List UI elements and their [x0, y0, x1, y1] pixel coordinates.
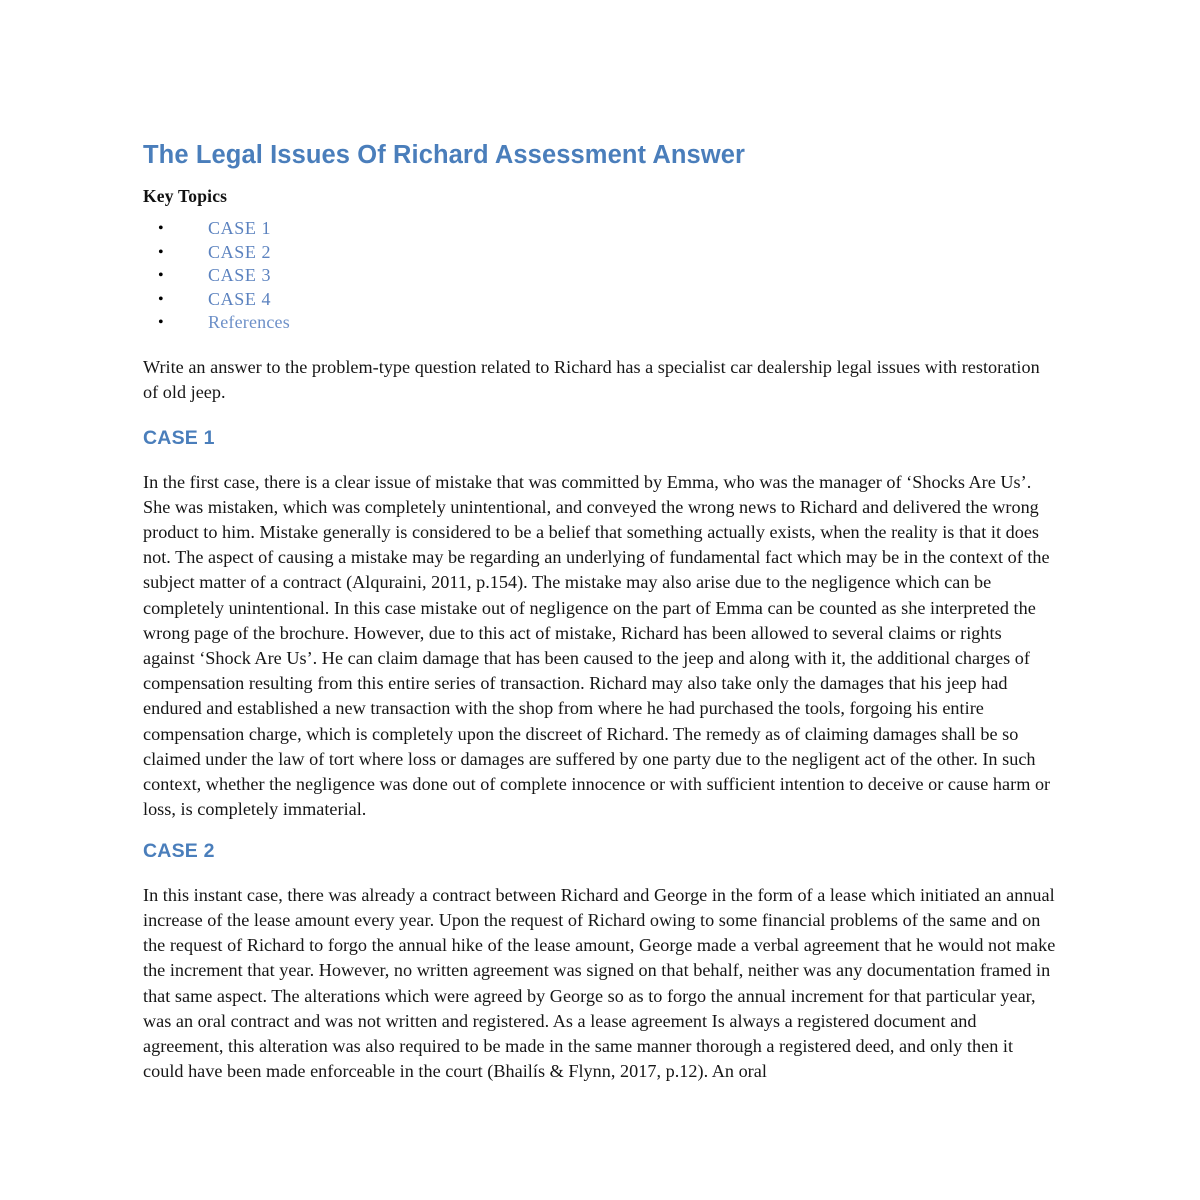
- list-item[interactable]: [143, 217, 1056, 241]
- key-topics-label: Key Topics: [143, 186, 228, 207]
- list-item[interactable]: [143, 241, 1056, 265]
- toc-link-case-1[interactable]: CASE 1: [208, 218, 272, 239]
- bullet-icon: •: [158, 220, 164, 238]
- list-item[interactable]: [143, 288, 1056, 312]
- document-content: [143, 141, 1056, 1102]
- list-item[interactable]: [143, 311, 1056, 335]
- bullet-icon: •: [158, 290, 164, 308]
- toc-link-references[interactable]: References: [208, 312, 290, 333]
- key-topics-list: [143, 217, 1056, 335]
- page-title: The Legal Issues Of Richard Assessment Answer: [143, 141, 746, 169]
- section-heading-case-1: CASE 1: [143, 427, 215, 450]
- bullet-icon: •: [158, 267, 164, 285]
- section-case-2: [143, 840, 1056, 1084]
- section-paragraph-case-2: In this instant case, there was already a contract between Richard and George in the form of a lease which initiated an annual increase of the lease amount every year. Upon the request of Richard owing to some financial problems of the same and on the request of Richard to forgo the annual hike of the lease amount, George made a verbal agreement that he would not make the increment that year. However, no written agreement was signed on that behalf, neither was any documentation framed in that same aspect. The alterations which were agreed by George so as to forgo the annual increment for that particular year, was an oral contract and was not written and registered. As a lease agreement Is always a registered document and agreement, this alteration was also required to be made in the same manner thorough a registered deed, and only then it could have been made enforceable in the court (Bhailís & Flynn, 2017, p.12). An oral: [143, 884, 1056, 1082]
- toc-link-case-4[interactable]: CASE 4: [208, 288, 272, 309]
- section-case-1: [143, 427, 1056, 822]
- bullet-icon: •: [158, 243, 164, 261]
- section-heading-case-2: CASE 2: [143, 840, 215, 863]
- toc-link-case-2[interactable]: CASE 2: [208, 241, 272, 262]
- section-paragraph-case-1: In the first case, there is a clear issue of mistake that was committed by Emma, who was the manager of ‘Shocks Are Us’. She was mistaken, which was completely unintentional, and conveyed the wrong news to Richard and delivered the wrong product to him. Mistake generally is considered to be a belief that something actually exists, when the reality is that it does not. The aspect of causing a mistake may be regarding an underlying of fundamental fact which may be in the context of the subject matter of a contract (Alquraini, 2011, p.154). The mistake may also arise due to the negligence which can be completely unintentional. In this case mistake out of negligence on the part of Emma can be counted as she interpreted the wrong page of the brochure. However, due to this act of mistake, Richard has been allowed to several claims or rights against ‘Shock Are Us’. He can claim damage that has been caused to the jeep and along with it, the additional charges of compensation resulting from this entire series of transaction. Richard may also take only the damages that his jeep had endured and established a new transaction with the shop from where he had purchased the tools, forgoing his entire compensation charge, which is completely upon the discreet of Richard. The remedy as of claiming damages shall be so claimed under the law of tort where loss or damages are suffered by one party due to the negligent act of the other. In such context, whether the negligence was done out of complete innocence or with sufficient intention to deceive or cause harm or loss, is completely immaterial.: [143, 471, 1051, 820]
- intro-paragraph: Write an answer to the problem-type question related to Richard has a specialist car dealership legal issues with restoration of old jeep.: [143, 356, 1040, 403]
- toc-link-case-3[interactable]: CASE 3: [208, 265, 272, 286]
- list-item[interactable]: [143, 264, 1056, 288]
- bullet-icon: •: [158, 314, 164, 332]
